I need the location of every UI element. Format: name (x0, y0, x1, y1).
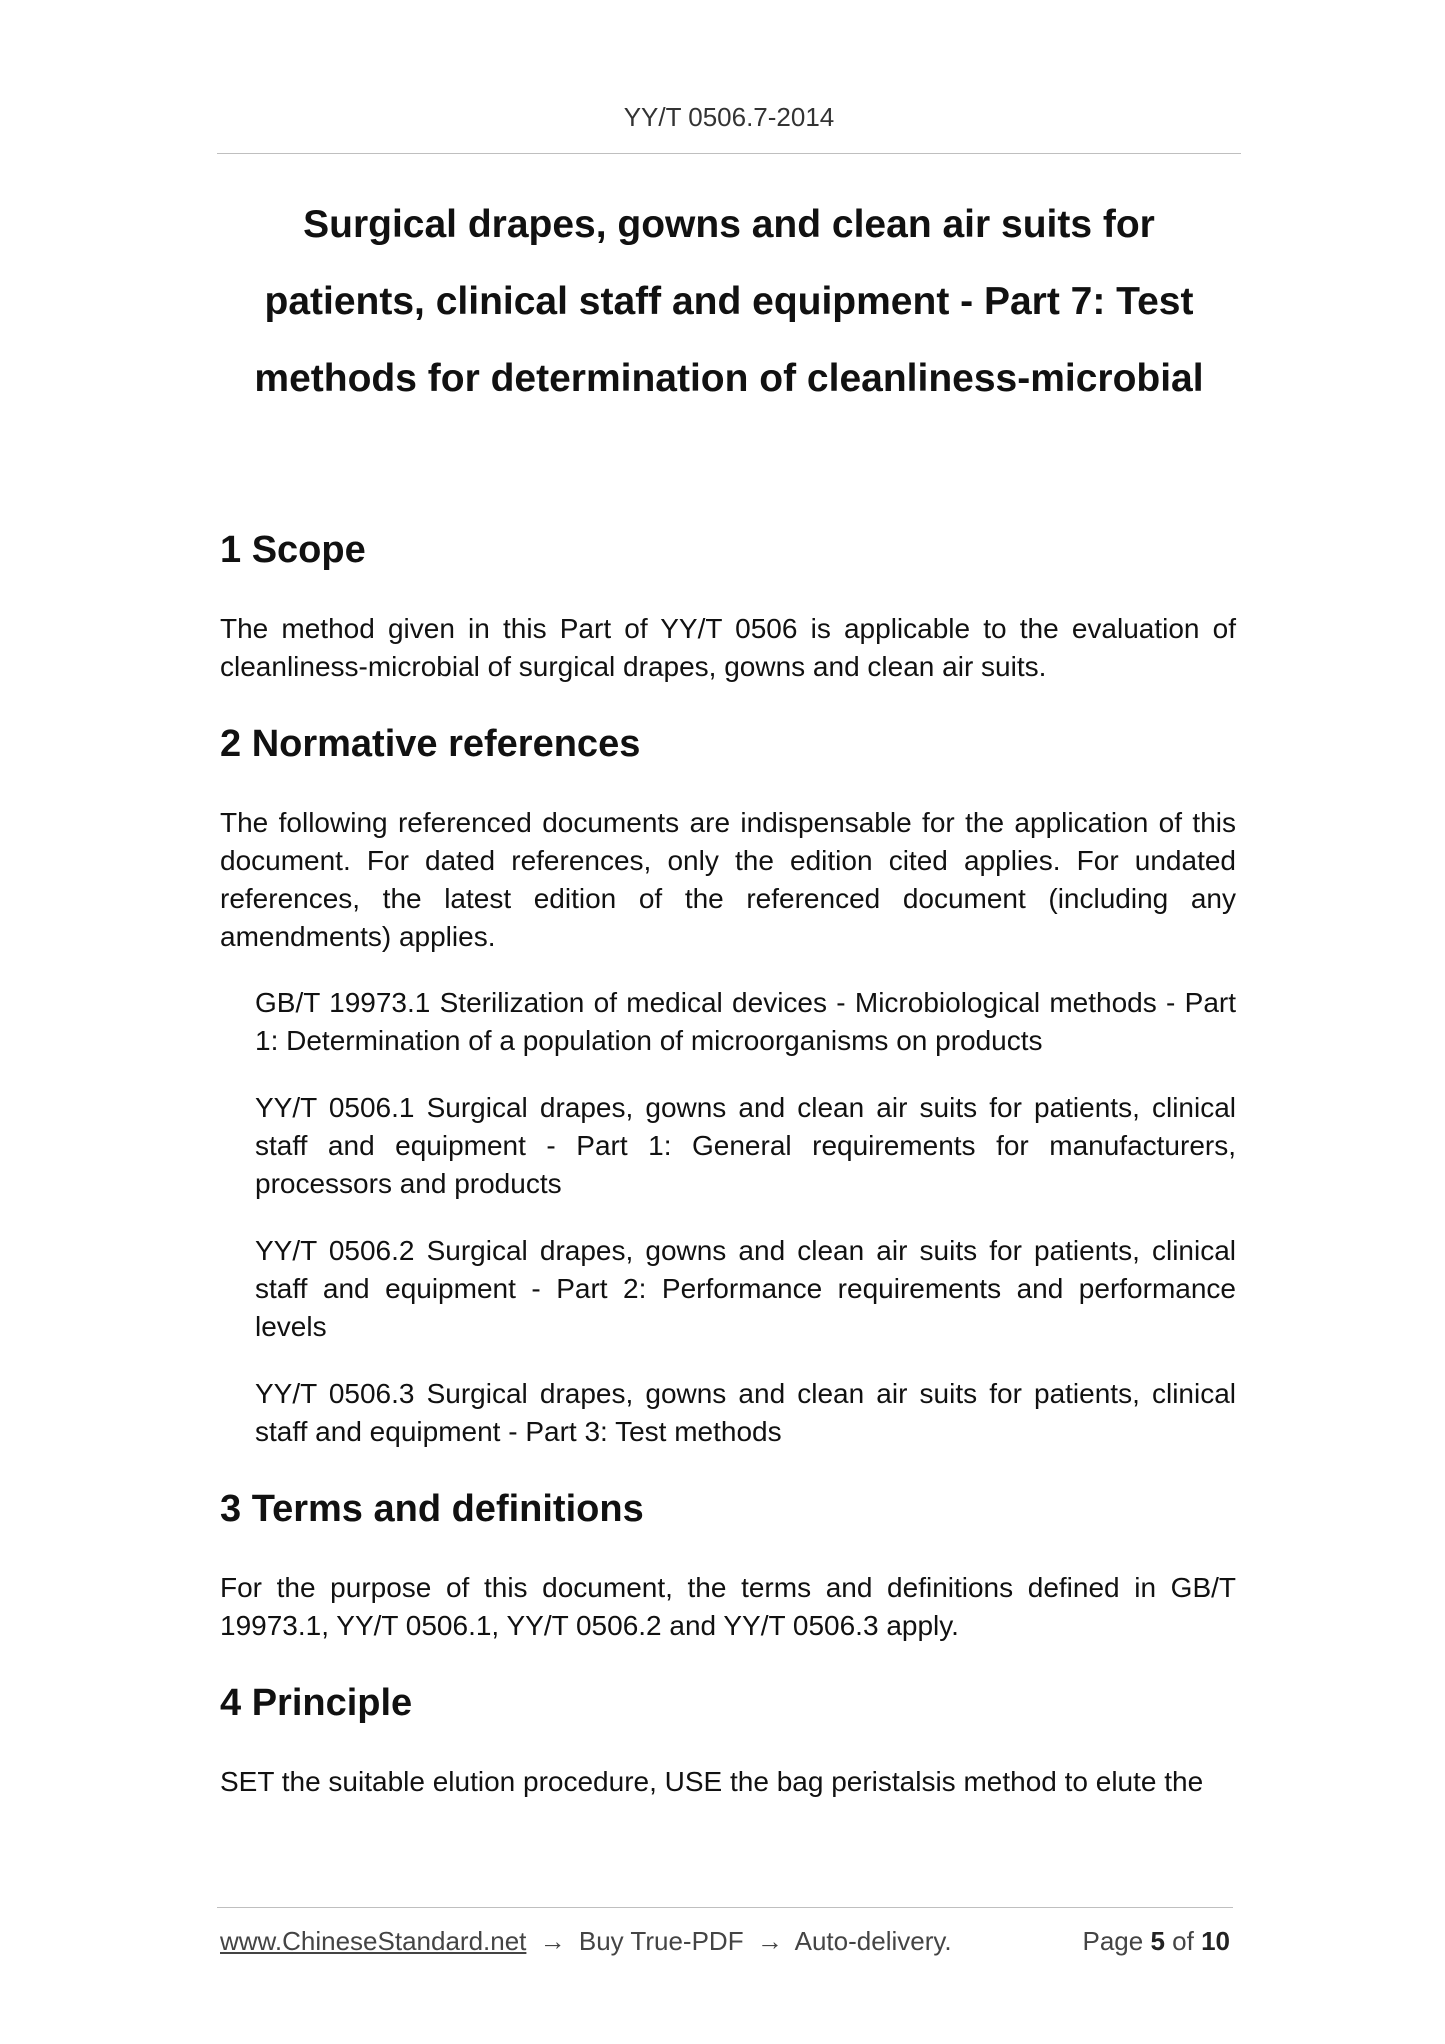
page-footer (220, 1926, 1230, 1957)
reference-item-yyt-0506-1: YY/T 0506.1 Surgical drapes, gowns and clean air suits for patients, clinical staff and equipment - Part 1: General requirements for manufacturers, processors and products (255, 1092, 1236, 1199)
reference-item-yyt-0506-3: YY/T 0506.3 Surgical drapes, gowns and clean air suits for patients, clinical staff and equipment - Part 3: Test methods (255, 1378, 1236, 1447)
section-heading-scope: 1 Scope (220, 529, 366, 571)
paragraph-normative-references: The following referenced documents are indispensable for the application of this document. For dated references, only the edition cited applies. For undated references, the latest edition of the referenced document (including any amendments) applies. (220, 807, 1236, 952)
title-line-3: methods for determination of cleanliness-microbial (254, 357, 1204, 400)
footer-divider (217, 1907, 1233, 1908)
title-line-2: patients, clinical staff and equipment - Part 7: Test (264, 280, 1194, 323)
page-of-label: of (1172, 1926, 1194, 1956)
page-label: Page (1082, 1926, 1144, 1956)
arrow-right-icon: → (756, 1926, 783, 1956)
buy-pdf-text: Buy True-PDF (578, 1926, 744, 1956)
header-divider (217, 153, 1241, 154)
paragraph-terms: For the purpose of this document, the terms and definitions defined in GB/T 19973.1, YY/T 0506.1, YY/T 0506.2 and YY/T 0506.3 apply. (220, 1572, 1236, 1641)
title-line-1: Surgical drapes, gowns and clean air suits for (303, 203, 1155, 246)
auto-delivery-text: Auto-delivery. (794, 1926, 952, 1956)
reference-list (220, 984, 1236, 1451)
section-heading-terms: 3 Terms and definitions (220, 1488, 644, 1530)
reference-item-yyt-0506-2: YY/T 0506.2 Surgical drapes, gowns and clean air suits for patients, clinical staff and equipment - Part 2: Performance requirements and performance levels (255, 1235, 1236, 1342)
page-indicator (1082, 1926, 1230, 1957)
website-link[interactable]: www.ChineseStandard.net (220, 1926, 527, 1956)
document-body (220, 522, 1236, 1801)
document-title (217, 186, 1241, 417)
running-header: YY/T 0506.7-2014 (623, 102, 835, 132)
arrow-right-icon: → (539, 1926, 566, 1956)
page-current: 5 (1150, 1926, 1165, 1956)
page-total: 10 (1201, 1926, 1230, 1956)
section-heading-principle: 4 Principle (220, 1682, 413, 1724)
section-heading-normative-references: 2 Normative references (220, 723, 641, 765)
paragraph-principle: SET the suitable elution procedure, USE the bag peristalsis method to elute the (220, 1766, 1204, 1797)
paragraph-scope: The method given in this Part of YY/T 0506 is applicable to the evaluation of cleanliness-microbial of surgical drapes, gowns and clean air suits. (220, 613, 1236, 682)
reference-item-gbt-19973-1: GB/T 19973.1 Sterilization of medical devices - Microbiological methods - Part 1: Determination of a population of microorganisms on products (255, 987, 1236, 1056)
